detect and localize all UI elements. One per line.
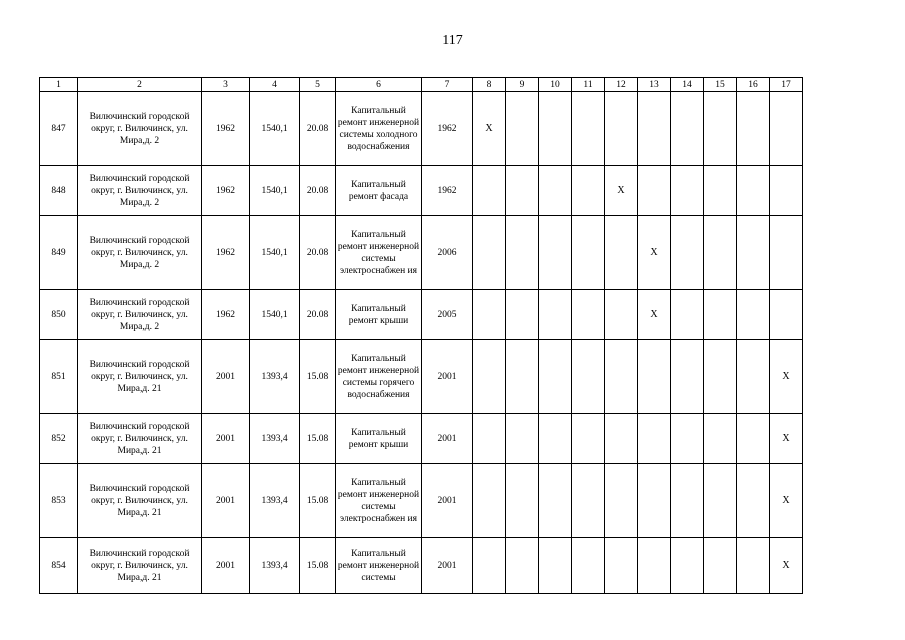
mark-cell-col-8: X (473, 92, 506, 166)
column-header: 15 (704, 78, 737, 92)
work-year-cell: 1962 (422, 92, 473, 166)
address-cell: Вилючинский городской округ, г. Вилючинск, ул. Мира,д. 21 (78, 414, 202, 464)
percent-cell: 15.08 (300, 340, 336, 414)
row-number-cell: 853 (40, 464, 78, 538)
work-year-cell: 2006 (422, 216, 473, 290)
column-header: 14 (671, 78, 704, 92)
row-number-cell: 850 (40, 290, 78, 340)
mark-cell-col-12 (605, 216, 638, 290)
address-cell: Вилючинский городской округ, г. Вилючинск, ул. Мира,д. 2 (78, 290, 202, 340)
mark-cell-col-9 (506, 340, 539, 414)
mark-cell-col-17: X (770, 414, 803, 464)
mark-cell-col-12 (605, 340, 638, 414)
column-header: 3 (202, 78, 250, 92)
mark-cell-col-17: X (770, 538, 803, 594)
mark-cell-col-8 (473, 538, 506, 594)
mark-cell-col-9 (506, 290, 539, 340)
mark-cell-col-8 (473, 216, 506, 290)
table-row (40, 216, 803, 290)
mark-cell-col-12 (605, 290, 638, 340)
column-header: 17 (770, 78, 803, 92)
mark-cell-col-17 (770, 216, 803, 290)
table-row (40, 290, 803, 340)
column-header: 6 (336, 78, 422, 92)
build-year-cell: 2001 (202, 464, 250, 538)
mark-cell-col-15 (704, 340, 737, 414)
mark-cell-col-11 (572, 538, 605, 594)
percent-cell: 20.08 (300, 166, 336, 216)
mark-cell-col-14 (671, 464, 704, 538)
percent-cell: 20.08 (300, 92, 336, 166)
area-cell: 1540,1 (250, 92, 300, 166)
column-header: 5 (300, 78, 336, 92)
mark-cell-col-8 (473, 464, 506, 538)
mark-cell-col-10 (539, 538, 572, 594)
mark-cell-col-8 (473, 166, 506, 216)
row-number-cell: 847 (40, 92, 78, 166)
work-type-cell: Капитальный ремонт инженерной системы электроснабжен ия (336, 464, 422, 538)
mark-cell-col-16 (737, 414, 770, 464)
work-type-cell: Капитальный ремонт инженерной системы холодного водоснабжения (336, 92, 422, 166)
mark-cell-col-17 (770, 92, 803, 166)
table-row (40, 414, 803, 464)
mark-cell-col-13: X (638, 216, 671, 290)
mark-cell-col-11 (572, 464, 605, 538)
address-cell: Вилючинский городской округ, г. Вилючинск, ул. Мира,д. 2 (78, 92, 202, 166)
mark-cell-col-15 (704, 166, 737, 216)
mark-cell-col-16 (737, 216, 770, 290)
row-number-cell: 848 (40, 166, 78, 216)
table-row (40, 166, 803, 216)
mark-cell-col-12 (605, 464, 638, 538)
work-type-cell: Капитальный ремонт инженерной системы (336, 538, 422, 594)
column-header: 16 (737, 78, 770, 92)
mark-cell-col-13 (638, 340, 671, 414)
percent-cell: 15.08 (300, 414, 336, 464)
mark-cell-col-14 (671, 290, 704, 340)
work-year-cell: 2001 (422, 414, 473, 464)
mark-cell-col-9 (506, 166, 539, 216)
work-type-cell: Капитальный ремонт фасада (336, 166, 422, 216)
mark-cell-col-10 (539, 216, 572, 290)
column-header: 10 (539, 78, 572, 92)
table-row (40, 538, 803, 594)
mark-cell-col-12 (605, 92, 638, 166)
mark-cell-col-11 (572, 166, 605, 216)
mark-cell-col-11 (572, 92, 605, 166)
table-body (40, 92, 803, 594)
mark-cell-col-17: X (770, 340, 803, 414)
mark-cell-col-11 (572, 290, 605, 340)
row-number-cell: 854 (40, 538, 78, 594)
mark-cell-col-15 (704, 464, 737, 538)
mark-cell-col-11 (572, 216, 605, 290)
work-type-cell: Капитальный ремонт крыши (336, 290, 422, 340)
mark-cell-col-15 (704, 92, 737, 166)
mark-cell-col-10 (539, 166, 572, 216)
mark-cell-col-12 (605, 538, 638, 594)
mark-cell-col-8 (473, 414, 506, 464)
percent-cell: 20.08 (300, 216, 336, 290)
mark-cell-col-14 (671, 92, 704, 166)
mark-cell-col-17 (770, 290, 803, 340)
mark-cell-col-11 (572, 340, 605, 414)
mark-cell-col-17 (770, 166, 803, 216)
mark-cell-col-14 (671, 216, 704, 290)
work-year-cell: 2001 (422, 340, 473, 414)
mark-cell-col-16 (737, 166, 770, 216)
build-year-cell: 2001 (202, 340, 250, 414)
mark-cell-col-11 (572, 414, 605, 464)
mark-cell-col-10 (539, 92, 572, 166)
mark-cell-col-13 (638, 166, 671, 216)
mark-cell-col-14 (671, 414, 704, 464)
column-header: 7 (422, 78, 473, 92)
mark-cell-col-10 (539, 340, 572, 414)
table-row (40, 464, 803, 538)
mark-cell-col-16 (737, 290, 770, 340)
area-cell: 1393,4 (250, 340, 300, 414)
area-cell: 1393,4 (250, 414, 300, 464)
mark-cell-col-16 (737, 464, 770, 538)
column-header: 12 (605, 78, 638, 92)
row-number-cell: 851 (40, 340, 78, 414)
build-year-cell: 1962 (202, 166, 250, 216)
column-header: 4 (250, 78, 300, 92)
repair-schedule-table (39, 77, 803, 594)
mark-cell-col-16 (737, 538, 770, 594)
mark-cell-col-10 (539, 464, 572, 538)
percent-cell: 15.08 (300, 464, 336, 538)
row-number-cell: 849 (40, 216, 78, 290)
mark-cell-col-10 (539, 290, 572, 340)
mark-cell-col-14 (671, 538, 704, 594)
area-cell: 1393,4 (250, 538, 300, 594)
area-cell: 1540,1 (250, 166, 300, 216)
build-year-cell: 2001 (202, 414, 250, 464)
build-year-cell: 1962 (202, 290, 250, 340)
area-cell: 1393,4 (250, 464, 300, 538)
table-header (40, 78, 803, 92)
mark-cell-col-9 (506, 414, 539, 464)
address-cell: Вилючинский городской округ, г. Вилючинск, ул. Мира,д. 2 (78, 216, 202, 290)
percent-cell: 20.08 (300, 290, 336, 340)
mark-cell-col-15 (704, 538, 737, 594)
mark-cell-col-10 (539, 414, 572, 464)
page-number: 117 (442, 33, 463, 48)
mark-cell-col-13 (638, 92, 671, 166)
build-year-cell: 1962 (202, 216, 250, 290)
column-header: 9 (506, 78, 539, 92)
work-year-cell: 1962 (422, 166, 473, 216)
column-header: 13 (638, 78, 671, 92)
mark-cell-col-9 (506, 464, 539, 538)
percent-cell: 15.08 (300, 538, 336, 594)
mark-cell-col-13 (638, 538, 671, 594)
area-cell: 1540,1 (250, 290, 300, 340)
mark-cell-col-12: X (605, 166, 638, 216)
mark-cell-col-15 (704, 216, 737, 290)
table-row (40, 92, 803, 166)
mark-cell-col-14 (671, 340, 704, 414)
work-year-cell: 2001 (422, 538, 473, 594)
mark-cell-col-14 (671, 166, 704, 216)
mark-cell-col-17: X (770, 464, 803, 538)
work-type-cell: Капитальный ремонт крыши (336, 414, 422, 464)
work-year-cell: 2001 (422, 464, 473, 538)
mark-cell-col-9 (506, 538, 539, 594)
mark-cell-col-9 (506, 216, 539, 290)
mark-cell-col-8 (473, 340, 506, 414)
column-header: 1 (40, 78, 78, 92)
address-cell: Вилючинский городской округ, г. Вилючинск, ул. Мира,д. 21 (78, 464, 202, 538)
build-year-cell: 1962 (202, 92, 250, 166)
row-number-cell: 852 (40, 414, 78, 464)
mark-cell-col-8 (473, 290, 506, 340)
work-year-cell: 2005 (422, 290, 473, 340)
address-cell: Вилючинский городской округ, г. Вилючинск, ул. Мира,д. 2 (78, 166, 202, 216)
address-cell: Вилючинский городской округ, г. Вилючинск, ул. Мира,д. 21 (78, 538, 202, 594)
area-cell: 1540,1 (250, 216, 300, 290)
mark-cell-col-16 (737, 92, 770, 166)
column-header: 2 (78, 78, 202, 92)
mark-cell-col-13 (638, 414, 671, 464)
mark-cell-col-16 (737, 340, 770, 414)
mark-cell-col-12 (605, 414, 638, 464)
build-year-cell: 2001 (202, 538, 250, 594)
mark-cell-col-9 (506, 92, 539, 166)
mark-cell-col-15 (704, 414, 737, 464)
mark-cell-col-13 (638, 464, 671, 538)
column-header: 11 (572, 78, 605, 92)
mark-cell-col-15 (704, 290, 737, 340)
work-type-cell: Капитальный ремонт инженерной системы горячего водоснабжения (336, 340, 422, 414)
address-cell: Вилючинский городской округ, г. Вилючинск, ул. Мира,д. 21 (78, 340, 202, 414)
mark-cell-col-13: X (638, 290, 671, 340)
work-type-cell: Капитальный ремонт инженерной системы электроснабжен ия (336, 216, 422, 290)
table-row (40, 340, 803, 414)
column-header: 8 (473, 78, 506, 92)
column-number-row (40, 78, 803, 92)
